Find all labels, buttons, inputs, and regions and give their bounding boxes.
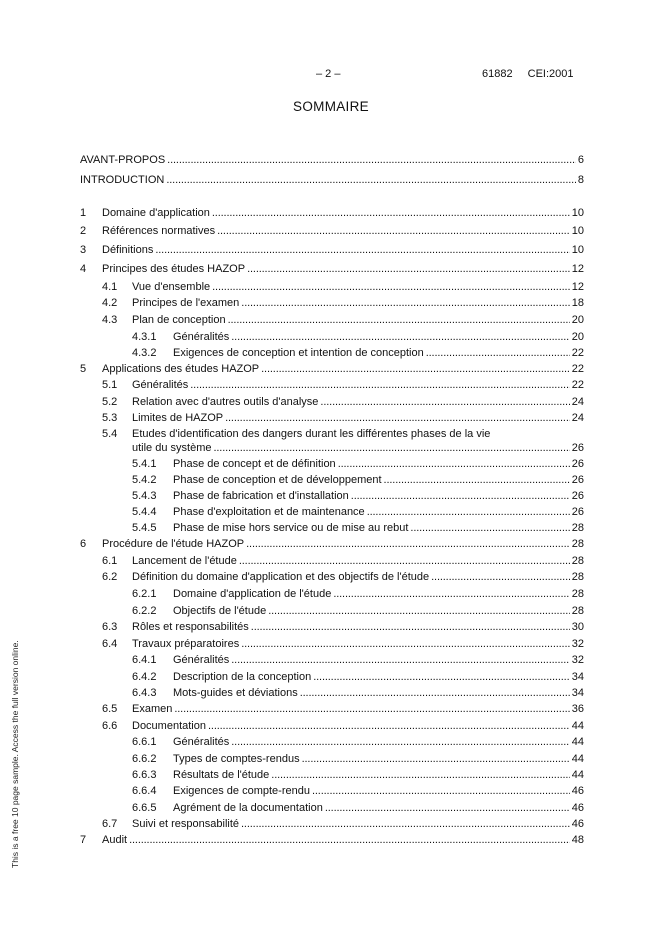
toc-page-number: 32 <box>571 654 584 666</box>
toc-entry[interactable] <box>0 554 662 568</box>
toc-entry[interactable] <box>0 604 662 618</box>
toc-entry-label: Principes de l'examen <box>132 297 240 309</box>
toc-entry-label: Références normatives <box>102 225 216 237</box>
toc-page-number: 28 <box>571 522 584 534</box>
toc-entry-label-continued: utile du système <box>132 442 212 454</box>
toc-page-number: 34 <box>571 671 584 683</box>
toc-entry-label: Généralités <box>132 379 189 391</box>
toc-page-number: 46 <box>571 802 584 814</box>
dot-leader <box>351 489 570 503</box>
toc-entry[interactable] <box>0 768 662 782</box>
toc-entry-number: 3 <box>80 244 87 256</box>
toc-page-number: 36 <box>571 703 584 715</box>
dot-leader <box>313 670 570 684</box>
toc-entry[interactable] <box>0 206 662 220</box>
toc-page-number: 48 <box>571 834 584 846</box>
toc-page-number: 26 <box>571 474 584 486</box>
toc-entry-number: 6.6.1 <box>132 736 157 748</box>
dot-leader <box>338 457 570 471</box>
page-title: SOMMAIRE <box>293 99 369 114</box>
toc-page-number: 10 <box>571 244 584 256</box>
toc-entry-number: 6.3 <box>102 621 118 633</box>
toc-entry-number: 6.6.3 <box>132 769 157 781</box>
toc-entry-label: Procédure de l'étude HAZOP <box>102 538 245 550</box>
toc-entry[interactable] <box>0 457 662 471</box>
toc-page-number: 22 <box>571 379 584 391</box>
toc-entry-number: 4.3.2 <box>132 347 157 359</box>
toc-entry-label: AVANT-PROPOS <box>80 154 166 166</box>
toc-entry-label: Description de la conception <box>173 671 312 683</box>
toc-entry[interactable] <box>0 243 662 257</box>
toc-page-number: 44 <box>571 720 584 732</box>
toc-entry-label: Travaux préparatoires <box>132 638 240 650</box>
toc-entry-number: 5.4.2 <box>132 474 157 486</box>
toc-entry[interactable] <box>0 653 662 667</box>
dot-leader <box>247 262 570 276</box>
toc-entry-label: Phase de conception et de développement <box>173 474 382 486</box>
toc-entry-number: 2 <box>80 225 87 237</box>
toc-entry-label: Relation avec d'autres outils d'analyse <box>132 396 319 408</box>
toc-page-number: 26 <box>571 458 584 470</box>
toc-entry-label: INTRODUCTION <box>80 174 165 186</box>
toc-page-number: 46 <box>571 818 584 830</box>
page-number: – 2 – <box>316 68 341 80</box>
toc-page-number: 30 <box>571 621 584 633</box>
toc-page-number: 10 <box>571 207 584 219</box>
toc-entry-label: Rôles et responsabilités <box>132 621 249 633</box>
toc-entry-number: 4.2 <box>102 297 118 309</box>
dot-leader <box>231 330 569 344</box>
toc-entry[interactable] <box>0 296 662 310</box>
toc-entry[interactable] <box>0 719 662 733</box>
toc-entry[interactable] <box>0 735 662 749</box>
toc-page-number: 24 <box>571 396 584 408</box>
toc-page-number: 44 <box>571 769 584 781</box>
toc-page-number: 12 <box>571 281 584 293</box>
toc-entry-number: 6.6.4 <box>132 785 157 797</box>
toc-entry-label: Domaine d'application <box>102 207 210 219</box>
toc-page-number: 22 <box>571 363 584 375</box>
toc-entry-label: Agrément de la documentation <box>173 802 323 814</box>
toc-entry-number: 6.6.2 <box>132 753 157 765</box>
dot-leader <box>166 173 576 187</box>
dot-leader <box>213 441 569 455</box>
dot-leader <box>241 296 569 310</box>
toc-entry[interactable] <box>0 784 662 798</box>
toc-entry-label: Audit <box>102 834 128 846</box>
toc-page-number: 26 <box>571 506 584 518</box>
toc-page-number: 44 <box>571 736 584 748</box>
toc-entry[interactable] <box>0 505 662 519</box>
toc-entry[interactable] <box>0 378 662 392</box>
toc-entry-label: Domaine d'application de l'étude <box>173 588 332 600</box>
toc-entry[interactable] <box>0 686 662 700</box>
toc-entry-number: 6.6.5 <box>132 802 157 814</box>
toc-entry[interactable] <box>0 262 662 276</box>
dot-leader <box>251 620 570 634</box>
toc-entry-label: Lancement de l'étude <box>132 555 237 567</box>
dot-leader <box>333 587 569 601</box>
toc-page-number: 28 <box>571 555 584 567</box>
dot-leader <box>300 686 570 700</box>
toc-entry-label: Exigences de conception et intention de conception <box>173 347 424 359</box>
toc-entry-label: Définitions <box>102 244 154 256</box>
toc-entry[interactable] <box>0 330 662 344</box>
toc-entry[interactable] <box>0 537 662 551</box>
dot-leader <box>231 735 569 749</box>
toc-entry-label: Exigences de compte-rendu <box>173 785 310 797</box>
dot-leader <box>212 206 570 220</box>
toc-entry-number: 4.3 <box>102 314 118 326</box>
toc-entry[interactable] <box>0 173 662 187</box>
toc-entry[interactable] <box>0 801 662 815</box>
dot-leader <box>174 702 569 716</box>
dot-leader <box>384 473 570 487</box>
toc-entry-label: Définition du domaine d'application et des objectifs de l'étude <box>132 571 430 583</box>
toc-entry-number: 6.4.1 <box>132 654 157 666</box>
dot-leader <box>271 768 569 782</box>
dot-leader <box>302 752 570 766</box>
toc-entry-label: Etudes d'identification des dangers durant les différentes phases de la vie <box>132 428 491 440</box>
sample-watermark: This is a free 10 page sample. Access the full version online. <box>10 640 20 868</box>
toc-entry-label: Examen <box>132 703 173 715</box>
toc-page-number: 28 <box>571 538 584 550</box>
toc-entry[interactable] <box>0 817 662 831</box>
toc-entry-number: 5.4.4 <box>132 506 157 518</box>
toc-entry-number: 6.5 <box>102 703 118 715</box>
toc-page-number: 28 <box>571 571 584 583</box>
toc-entry-label: Objectifs de l'étude <box>173 605 267 617</box>
toc-entry-label: Phase de concept et de définition <box>173 458 336 470</box>
toc-page-number: 24 <box>571 412 584 424</box>
toc-page-number: 28 <box>571 605 584 617</box>
dot-leader <box>167 153 576 167</box>
dot-leader <box>325 801 570 815</box>
toc-entry-number: 5.4.5 <box>132 522 157 534</box>
toc-entry-number: 6.4.2 <box>132 671 157 683</box>
dot-leader <box>261 362 570 376</box>
dot-leader <box>190 378 569 392</box>
toc-entry-number: 6.2 <box>102 571 118 583</box>
toc-entry[interactable] <box>0 587 662 601</box>
toc-entry-number: 6.7 <box>102 818 118 830</box>
toc-entry[interactable] <box>0 411 662 425</box>
toc-entry-number: 1 <box>80 207 87 219</box>
toc-entry-number: 6 <box>80 538 87 550</box>
dot-leader <box>217 224 570 238</box>
toc-entry-number: 6.4.3 <box>132 687 157 699</box>
dot-leader <box>367 505 570 519</box>
toc-entry-label: Résultats de l'étude <box>173 769 270 781</box>
toc-entry-number: 5.2 <box>102 396 118 408</box>
dot-leader <box>225 411 570 425</box>
toc-entry[interactable] <box>0 521 662 535</box>
toc-entry[interactable] <box>0 702 662 716</box>
toc-entry-label: Phase de mise hors service ou de mise au rebut <box>173 522 409 534</box>
toc-entry-label: Phase d'exploitation et de maintenance <box>173 506 365 518</box>
dot-leader <box>426 346 570 360</box>
toc-entry-label: Phase de fabrication et d'installation <box>173 490 349 502</box>
toc-page-number: 32 <box>571 638 584 650</box>
toc-page-number: 20 <box>571 314 584 326</box>
toc-entry-number: 6.2.2 <box>132 605 157 617</box>
dot-leader <box>212 280 570 294</box>
dot-leader <box>239 554 570 568</box>
toc-entry-number: 4.1 <box>102 281 118 293</box>
toc-entry[interactable] <box>0 670 662 684</box>
toc-entry[interactable] <box>0 224 662 238</box>
dot-leader <box>431 570 570 584</box>
toc-entry[interactable] <box>0 620 662 634</box>
toc-entry-number: 6.6 <box>102 720 118 732</box>
toc-page-number: 22 <box>571 347 584 359</box>
toc-entry-label: Vue d'ensemble <box>132 281 211 293</box>
toc-entry[interactable] <box>0 489 662 503</box>
toc-entry-number: 6.2.1 <box>132 588 157 600</box>
toc-entry-number: 7 <box>80 834 87 846</box>
toc-page-number: 28 <box>571 588 584 600</box>
toc-entry-continuation[interactable] <box>0 441 662 455</box>
toc-page-number: 46 <box>571 785 584 797</box>
dot-leader <box>320 395 569 409</box>
dot-leader <box>231 653 569 667</box>
toc-entry[interactable] <box>0 153 662 167</box>
toc-page-number: 26 <box>571 442 584 454</box>
toc-entry[interactable] <box>0 313 662 327</box>
toc-entry[interactable] <box>0 346 662 360</box>
toc-entry-label: Documentation <box>132 720 206 732</box>
toc-page-number: 34 <box>571 687 584 699</box>
dot-leader <box>228 313 570 327</box>
toc-page-number: 44 <box>571 753 584 765</box>
toc-entry-number: 4.3.1 <box>132 331 157 343</box>
toc-entry-label: Suivi et responsabilité <box>132 818 240 830</box>
toc-entry-number: 6.4 <box>102 638 118 650</box>
toc-entry-label: Principes des études HAZOP <box>102 263 246 275</box>
toc-entry-label: Plan de conception <box>132 314 226 326</box>
toc-page-number: 18 <box>571 297 584 309</box>
toc-entry[interactable] <box>0 473 662 487</box>
toc-page-number: 12 <box>571 263 584 275</box>
toc-entry-label: Limites de HAZOP <box>132 412 224 424</box>
toc-entry[interactable] <box>0 833 662 847</box>
toc-entry-number: 5.3 <box>102 412 118 424</box>
toc-page-number: 8 <box>577 174 584 186</box>
toc-entry[interactable] <box>0 362 662 376</box>
document-id: 61882 CEI:2001 <box>482 68 574 80</box>
toc-entry-number: 4 <box>80 263 87 275</box>
toc-entry-label: Mots-guides et déviations <box>173 687 298 699</box>
toc-entry[interactable] <box>0 427 662 441</box>
toc-entry-number: 5.4.1 <box>132 458 157 470</box>
dot-leader <box>129 833 570 847</box>
toc-entry-number: 5 <box>80 363 87 375</box>
toc-entry-label: Généralités <box>173 331 230 343</box>
dot-leader <box>241 637 570 651</box>
toc-entry[interactable] <box>0 280 662 294</box>
toc-entry-label: Applications des études HAZOP <box>102 363 260 375</box>
dot-leader <box>410 521 569 535</box>
toc-page-number: 20 <box>571 331 584 343</box>
dot-leader <box>268 604 570 618</box>
toc-page-number: 26 <box>571 490 584 502</box>
toc-entry[interactable] <box>0 752 662 766</box>
toc-entry-number: 6.1 <box>102 555 118 567</box>
dot-leader <box>246 537 570 551</box>
toc-entry-label: Généralités <box>173 654 230 666</box>
toc-page-number: 10 <box>571 225 584 237</box>
toc-entry-label: Types de comptes-rendus <box>173 753 300 765</box>
toc-entry-label: Généralités <box>173 736 230 748</box>
dot-leader <box>208 719 570 733</box>
toc-entry-number: 5.4.3 <box>132 490 157 502</box>
toc-page-number: 6 <box>577 154 584 166</box>
dot-leader <box>241 817 570 831</box>
dot-leader <box>155 243 569 257</box>
dot-leader <box>312 784 570 798</box>
toc-entry[interactable] <box>0 570 662 584</box>
toc-entry-number: 5.1 <box>102 379 118 391</box>
toc-entry[interactable] <box>0 395 662 409</box>
toc-entry-number: 5.4 <box>102 428 118 440</box>
toc-entry[interactable] <box>0 637 662 651</box>
